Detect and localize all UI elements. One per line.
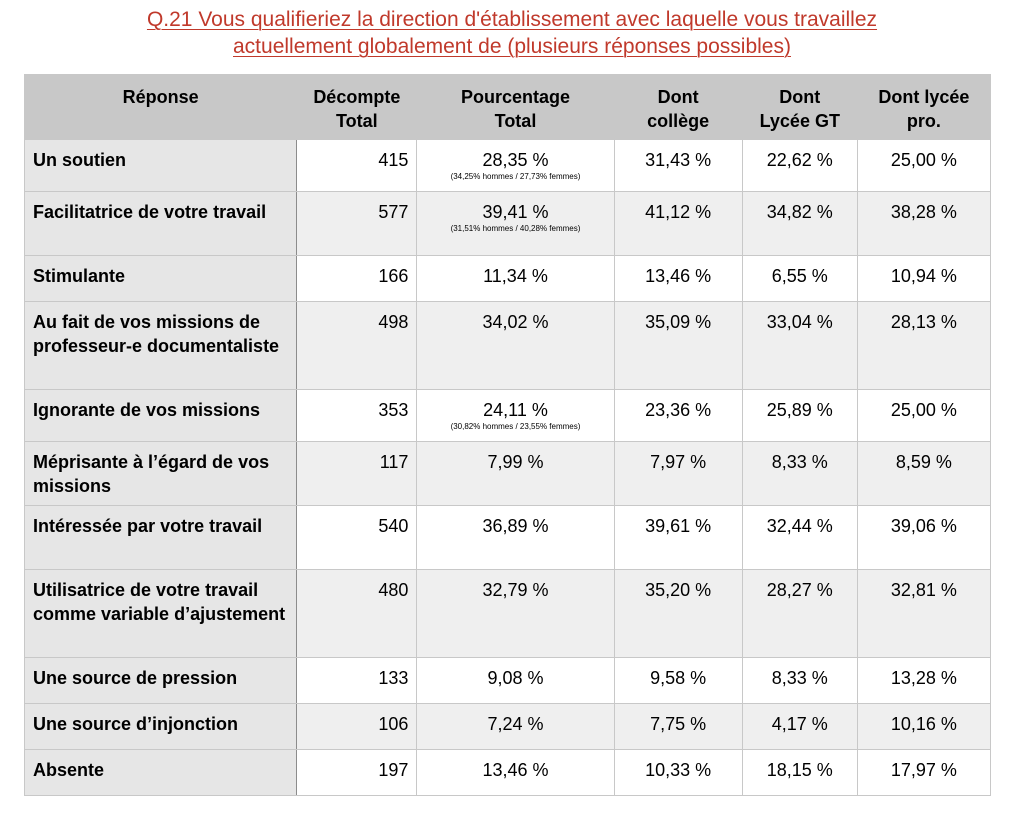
cell-reponse: Stimulante bbox=[25, 256, 297, 302]
cell-college: 13,46 % bbox=[614, 256, 742, 302]
table-row bbox=[25, 192, 991, 256]
cell-decompte: 166 bbox=[297, 256, 417, 302]
pct-value: 28,35 % bbox=[482, 150, 549, 170]
title-line-2: actuellement globalement de (plusieurs réponses possibles) bbox=[233, 35, 791, 58]
cell-reponse: Un soutien bbox=[25, 140, 297, 192]
cell-college: 41,12 % bbox=[614, 192, 742, 256]
cell-lycee-gt: 4,17 % bbox=[742, 704, 857, 750]
cell-lycee-pro: 38,28 % bbox=[857, 192, 990, 256]
header-decompte-total: Décompte Total bbox=[297, 75, 417, 140]
cell-pourcentage bbox=[417, 302, 614, 390]
cell-pourcentage bbox=[417, 256, 614, 302]
cell-college: 23,36 % bbox=[614, 390, 742, 442]
cell-lycee-pro: 25,00 % bbox=[857, 390, 990, 442]
pct-value: 39,41 % bbox=[482, 202, 549, 222]
cell-lycee-pro: 13,28 % bbox=[857, 658, 990, 704]
cell-college: 9,58 % bbox=[614, 658, 742, 704]
pct-value: 7,24 % bbox=[487, 714, 544, 734]
cell-reponse: Au fait de vos missions de professeur-e documentaliste bbox=[25, 302, 297, 390]
cell-lycee-pro: 28,13 % bbox=[857, 302, 990, 390]
cell-college: 7,75 % bbox=[614, 704, 742, 750]
cell-lycee-pro: 32,81 % bbox=[857, 570, 990, 658]
cell-reponse: Méprisante à l’égard de vos missions bbox=[25, 442, 297, 506]
cell-reponse: Facilitatrice de votre travail bbox=[25, 192, 297, 256]
cell-decompte: 106 bbox=[297, 704, 417, 750]
cell-lycee-gt: 28,27 % bbox=[742, 570, 857, 658]
table-row bbox=[25, 390, 991, 442]
pct-value: 32,79 % bbox=[482, 580, 549, 600]
table-row bbox=[25, 506, 991, 570]
cell-lycee-pro: 25,00 % bbox=[857, 140, 990, 192]
cell-pourcentage bbox=[417, 442, 614, 506]
cell-lycee-gt: 8,33 % bbox=[742, 442, 857, 506]
cell-college: 7,97 % bbox=[614, 442, 742, 506]
title-line-1: Q.21 Vous qualifieriez la direction d'établissement avec laquelle vous travaillez bbox=[146, 8, 878, 31]
pct-value: 34,02 % bbox=[482, 312, 549, 332]
table-row bbox=[25, 704, 991, 750]
cell-lycee-gt: 25,89 % bbox=[742, 390, 857, 442]
cell-lycee-pro: 39,06 % bbox=[857, 506, 990, 570]
gender-breakdown-note: (30,82% hommes / 23,55% femmes) bbox=[450, 422, 581, 431]
table-row bbox=[25, 658, 991, 704]
cell-pourcentage bbox=[417, 192, 614, 256]
pct-value: 24,11 % bbox=[483, 400, 548, 420]
cell-reponse: Ignorante de vos missions bbox=[25, 390, 297, 442]
cell-college: 39,61 % bbox=[614, 506, 742, 570]
results-table bbox=[24, 74, 991, 796]
pct-value: 9,08 % bbox=[487, 668, 544, 688]
cell-reponse: Intéressée par votre travail bbox=[25, 506, 297, 570]
gender-breakdown-note: (34,25% hommes / 27,73% femmes) bbox=[450, 172, 581, 181]
cell-college: 10,33 % bbox=[614, 750, 742, 796]
table-row bbox=[25, 256, 991, 302]
cell-reponse: Absente bbox=[25, 750, 297, 796]
table-row bbox=[25, 570, 991, 658]
table-row bbox=[25, 302, 991, 390]
header-dont-lycee-gt: Dont Lycée GT bbox=[742, 75, 857, 140]
cell-lycee-gt: 8,33 % bbox=[742, 658, 857, 704]
cell-decompte: 197 bbox=[297, 750, 417, 796]
cell-lycee-pro: 8,59 % bbox=[857, 442, 990, 506]
cell-college: 35,09 % bbox=[614, 302, 742, 390]
cell-lycee-gt: 6,55 % bbox=[742, 256, 857, 302]
cell-pourcentage bbox=[417, 140, 614, 192]
cell-decompte: 498 bbox=[297, 302, 417, 390]
cell-decompte: 415 bbox=[297, 140, 417, 192]
header-row bbox=[25, 75, 991, 140]
cell-pourcentage bbox=[417, 506, 614, 570]
cell-pourcentage bbox=[417, 704, 614, 750]
table-row bbox=[25, 140, 991, 192]
header-dont-lycee-pro: Dont lycée pro. bbox=[857, 75, 990, 140]
cell-pourcentage bbox=[417, 750, 614, 796]
cell-decompte: 577 bbox=[297, 192, 417, 256]
header-dont-college: Dont collège bbox=[614, 75, 742, 140]
cell-lycee-pro: 17,97 % bbox=[857, 750, 990, 796]
cell-college: 35,20 % bbox=[614, 570, 742, 658]
pct-value: 36,89 % bbox=[482, 516, 549, 536]
cell-pourcentage bbox=[417, 390, 614, 442]
table-row bbox=[25, 750, 991, 796]
pct-value: 11,34 % bbox=[483, 266, 548, 286]
page-title bbox=[0, 6, 1024, 60]
table-row bbox=[25, 442, 991, 506]
cell-college: 31,43 % bbox=[614, 140, 742, 192]
cell-lycee-gt: 32,44 % bbox=[742, 506, 857, 570]
cell-decompte: 480 bbox=[297, 570, 417, 658]
cell-lycee-gt: 18,15 % bbox=[742, 750, 857, 796]
cell-lycee-pro: 10,94 % bbox=[857, 256, 990, 302]
cell-lycee-pro: 10,16 % bbox=[857, 704, 990, 750]
cell-decompte: 117 bbox=[297, 442, 417, 506]
cell-reponse: Une source de pression bbox=[25, 658, 297, 704]
header-pourcentage-total: Pourcentage Total bbox=[417, 75, 614, 140]
pct-value: 7,99 % bbox=[487, 452, 544, 472]
cell-lycee-gt: 22,62 % bbox=[742, 140, 857, 192]
cell-decompte: 540 bbox=[297, 506, 417, 570]
cell-reponse: Une source d’injonction bbox=[25, 704, 297, 750]
cell-lycee-gt: 33,04 % bbox=[742, 302, 857, 390]
cell-decompte: 353 bbox=[297, 390, 417, 442]
gender-breakdown-note: (31,51% hommes / 40,28% femmes) bbox=[450, 224, 581, 233]
cell-decompte: 133 bbox=[297, 658, 417, 704]
cell-reponse: Utilisatrice de votre travail comme variable d’ajustement bbox=[25, 570, 297, 658]
table-header bbox=[25, 75, 991, 140]
cell-lycee-gt: 34,82 % bbox=[742, 192, 857, 256]
pct-value: 13,46 % bbox=[482, 760, 549, 780]
table-body bbox=[25, 140, 991, 796]
cell-pourcentage bbox=[417, 658, 614, 704]
header-reponse: Réponse bbox=[25, 75, 297, 140]
cell-pourcentage bbox=[417, 570, 614, 658]
